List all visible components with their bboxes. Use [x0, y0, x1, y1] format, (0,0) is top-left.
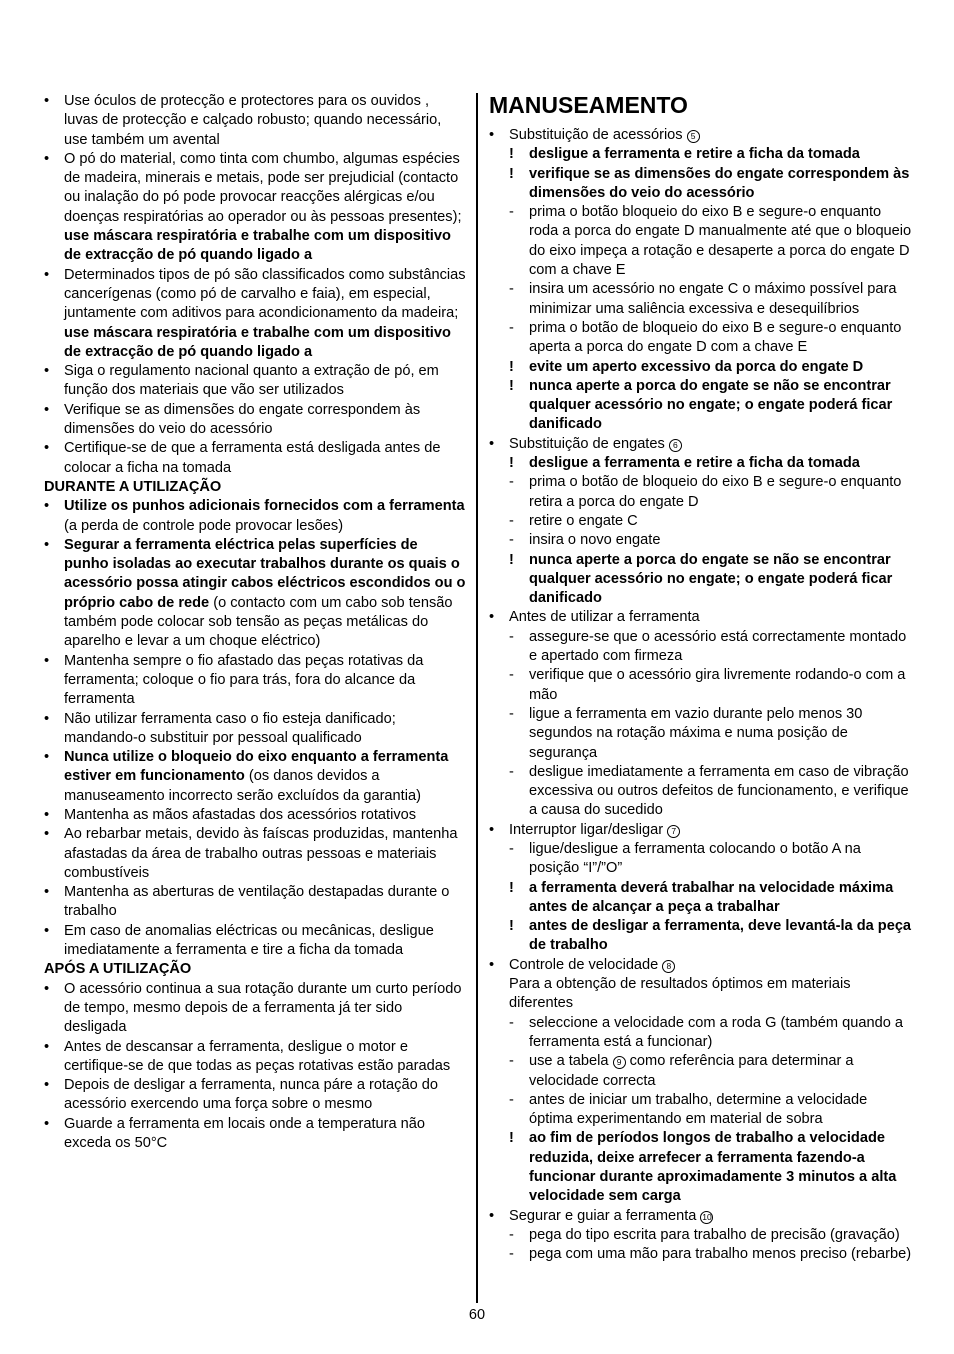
dash-marker: - [509, 532, 514, 549]
dash-marker: - [509, 667, 514, 684]
exclamation-icon: ! [509, 358, 514, 375]
dash-marker: - [509, 512, 514, 529]
warning-item [489, 165, 913, 204]
bullet-item [489, 956, 913, 975]
bold-text: Nunca utilize o bloqueio do eixo enquanto a ferramenta estiver em funcionamento [64, 749, 449, 785]
bullet-item [489, 435, 913, 454]
warning-text: ao fim de períodos longos de trabalho a velocidade reduzida, deixe arrefecer a ferramenta fazendo-a funcionar durante aproximadamente 3 minutos a alta velocidade sem carga [529, 1130, 897, 1205]
step-text: desligue imediatamente a ferramenta em caso de vibração excessiva ou outros defeitos de funcionamento, e verifique a causa do sucedido [529, 763, 909, 819]
item-text: Certifique-se de que a ferramenta está desligada antes de colocar a ficha na tomada [64, 440, 441, 476]
step-text: pega com uma mão para trabalho menos preciso (rebarbe) [529, 1246, 912, 1263]
item-text: Substituição de acessórios [509, 127, 687, 143]
step-text: use a tabela [529, 1053, 613, 1070]
item-text: Em caso de anomalias eléctricas ou mecânicas, desligue imediatamente a ferramenta e tire a ficha da tomada [64, 922, 434, 959]
dash-marker: - [509, 1053, 514, 1070]
step-text: ligue/desligue a ferramenta colocando o botão A na posição “I”/”O” [529, 840, 861, 877]
bold-text: Segurar a ferramenta eléctrica pelas superfícies de punho isoladas ao executar trabalhos durante os quais o acessório possa atingir cabos eléctricos escondidos ou o próprio cabo de rede [64, 536, 466, 611]
bullet-item [44, 362, 466, 401]
bullet-item [44, 825, 466, 883]
item-text: (os danos devidos a manuseamento incorrecto serão excluídos da garantia) [64, 768, 421, 804]
step-item [489, 1014, 913, 1053]
dash-marker: - [509, 474, 514, 491]
dash-marker: - [509, 1091, 514, 1108]
item-text: Ao rebarbar metais, devido às faíscas produzidas, mantenha afastadas da área de trabalho outras pessoas e materiais combustíveis [64, 826, 458, 881]
figure-reference-icon: 10 [702, 1211, 712, 1222]
warning-text: verifique se as dimensões do engate correspondem às dimensões do veio do acessório [529, 165, 910, 201]
step-item [489, 319, 913, 358]
item-text: Segurar e guiar a ferramenta [509, 1207, 701, 1224]
step-item [489, 512, 913, 531]
step-text: pega do tipo escrita para trabalho de precisão (gravação) [529, 1226, 900, 1243]
bullet-item [44, 652, 466, 710]
step-text: seleccione a velocidade com a roda G (também quando a ferramenta está a funcionar) [529, 1014, 903, 1050]
step-item [489, 840, 913, 879]
warning-item [489, 454, 913, 473]
dash-marker: - [509, 705, 514, 722]
exclamation-icon: ! [509, 377, 514, 394]
item-text: (o contacto com um cabo sob tensão também pode colocar sob tensão as peças metálicas do aparelho e levar a um choque eléctrico) [64, 594, 453, 650]
warning-item [489, 377, 913, 435]
exclamation-icon: ! [509, 1130, 514, 1147]
item-text: Controle de velocidade [509, 956, 663, 973]
bullet-item [44, 883, 466, 922]
step-text: retire o engate C [529, 512, 638, 529]
warning-text: a ferramenta deverá trabalhar na velocidade máxima antes de alcançar a peça a trabalhar [529, 879, 894, 915]
warning-item [489, 551, 913, 609]
safety-list-after-use [44, 980, 466, 1154]
bold-text: use máscara respiratória e trabalhe com um dispositivo de extracção de pó quando ligado a [64, 324, 451, 360]
item-text: Determinados tipos de pó são classificados como substâncias cancerígenas (como pó de carvalho e faia), em especial, juntamente com aditivos para acondicionamento da madeira; [64, 266, 466, 322]
dash-marker: - [509, 1014, 514, 1031]
heading-after-use: APÓS A UTILIZAÇÃO [44, 961, 192, 978]
bullet-item [44, 150, 466, 266]
step-item [489, 628, 913, 667]
dash-marker: - [509, 1226, 514, 1243]
step-text: prima o botão de bloqueio do eixo B e segure-o enquanto retira a porca do engate D [529, 474, 902, 510]
safety-list-general [44, 92, 466, 478]
bold-text: Utilize os punhos adicionais fornecidos com a ferramenta [64, 498, 465, 515]
figure-reference-icon: 6 [669, 439, 682, 452]
warning-text: nunca aperte a porca do engate se não se encontrar qualquer acessório no engate; o engate poderá ficar danificado [529, 551, 893, 607]
item-text: Substituição de engates [509, 435, 669, 452]
step-item [489, 763, 913, 821]
item-text: Mantenha sempre o fio afastado das peças rotativas da ferramenta; coloque o fio para trás, fora do alcance da ferramenta [64, 652, 424, 708]
note-text [489, 975, 913, 1014]
note-text-content: Para a obtenção de resultados óptimos em materiais diferentes [509, 976, 851, 1012]
heading-during-use: DURANTE A UTILIZAÇÃO [44, 478, 222, 495]
warning-text: desligue a ferramenta e retire a ficha da tomada [529, 146, 860, 163]
item-text: Mantenha as aberturas de ventilação destapadas durante o trabalho [64, 884, 450, 920]
bullet-item [44, 748, 466, 806]
dash-marker: - [509, 1246, 514, 1263]
bullet-item [44, 266, 466, 362]
exclamation-icon: ! [509, 455, 514, 472]
exclamation-icon: ! [509, 165, 514, 182]
item-text: O acessório continua a sua rotação durante um curto período de tempo, mesmo depois de a ferramenta já ter sido desligada [64, 980, 462, 1036]
step-item [489, 473, 913, 512]
step-item [489, 1052, 913, 1091]
warning-item [489, 358, 913, 377]
step-text: verifique que o acessório gira livremente rodando-o com a mão [529, 667, 906, 703]
warning-item [489, 917, 913, 956]
warning-text: antes de desligar a ferramenta, deve levantá-la da peça de trabalho [529, 918, 912, 954]
warning-text: evite um aperto excessivo da porca do engate D [529, 358, 864, 375]
bullet-item [44, 497, 466, 536]
bullet-item [44, 439, 466, 478]
safety-list-during-use [44, 497, 466, 960]
bullet-item [489, 821, 913, 840]
bullet-item [44, 710, 466, 749]
dash-marker: - [509, 204, 514, 221]
bullet-item [44, 536, 466, 652]
step-text: prima o botão de bloqueio do eixo B e segure-o enquanto aperta a porca do engate D com a chave E [529, 319, 902, 356]
dash-marker: - [509, 840, 514, 857]
item-text: Guarde a ferramenta em locais onde a temperatura não exceda os 50°C [64, 1115, 425, 1152]
dash-marker: - [509, 281, 514, 298]
step-item [489, 705, 913, 763]
bullet-item [44, 922, 466, 961]
item-text: Antes de utilizar a ferramenta [509, 609, 700, 626]
dash-marker: - [509, 763, 514, 780]
step-item [489, 531, 913, 550]
step-text: prima o botão bloqueio do eixo B e segure-o enquanto roda a porca do engate D manualmente até que o bloqueio do eixo impeça a rotação e desaperte a porca do engate D com a chave E [529, 204, 912, 279]
step-text: insira um acessório no engate C o máximo possível para minimizar uma saliência excessiva e desequilíbrios [529, 281, 897, 317]
item-text: Depois de desligar a ferramenta, nunca páre a rotação do acessório exercendo uma força sobre o mesmo [64, 1077, 438, 1113]
figure-reference-icon: 7 [667, 825, 680, 838]
step-item [489, 280, 913, 319]
bullet-item [489, 608, 913, 627]
item-text: Mantenha as mãos afastadas dos acessórios rotativos [64, 806, 417, 823]
dash-marker: - [509, 319, 514, 336]
step-text-continued: como referência para determinar a velocidade correcta [529, 1053, 854, 1089]
warning-text: nunca aperte a porca do engate se não se encontrar qualquer acessório no engate; o engate poderá ficar danificado [529, 377, 893, 433]
item-text: Interruptor ligar/desligar [509, 821, 668, 838]
exclamation-icon: ! [509, 146, 514, 163]
figure-reference-icon: 9 [613, 1056, 626, 1069]
bullet-item [44, 806, 466, 825]
item-text: Use óculos de protecção e protectores para os ouvidos , luvas de protecção e calçado robusto; quando necessário, use também um avental [64, 93, 442, 148]
figure-reference-icon: 5 [687, 130, 700, 143]
bullet-item [44, 92, 466, 150]
item-text: Não utilizar ferramenta caso o fio esteja danificado; mandando-o substituir por pessoal qualificado [64, 710, 396, 746]
bullet-item [44, 1038, 466, 1077]
right-column [489, 92, 913, 1265]
item-text: (a perda de controle pode provocar lesões) [64, 517, 344, 534]
page-number: 60 [468, 1307, 486, 1323]
step-item [489, 203, 913, 280]
item-text: O pó do material, como tinta com chumbo, algumas espécies de madeira, minerais e metais, pode ser prejudicial (contacto ou inalação do pó pode provocar reacções alérgicas e/ou doenças respiratórias ao operador ou às pessoas presentes); [64, 150, 462, 225]
item-text: Siga o regulamento nacional quanto a extração de pó, em função dos materiais que vão ser utilizados [64, 363, 439, 399]
dash-marker: - [509, 628, 514, 645]
item-text: Verifique se as dimensões do engate correspondem às dimensões do veio do acessório [64, 401, 421, 438]
step-item [489, 1245, 913, 1264]
exclamation-icon: ! [509, 551, 514, 568]
bold-text: use máscara respiratória e trabalhe com um dispositivo de extracção de pó quando ligado a [64, 228, 451, 264]
warning-item [489, 145, 913, 164]
step-text: insira o novo engate [529, 532, 661, 549]
step-text: ligue a ferramenta em vazio durante pelo menos 30 segundos na rotação máxima e numa posição de segurança [529, 705, 863, 761]
step-text: antes de iniciar um trabalho, determine a velocidade óptima experimentando em material de sobra [529, 1091, 868, 1128]
bullet-item [44, 1115, 466, 1154]
warning-item [489, 1129, 913, 1206]
step-item [489, 1226, 913, 1245]
figure-reference-icon: 8 [662, 960, 675, 973]
bullet-item [489, 126, 913, 145]
step-item [489, 666, 913, 705]
bullet-item [44, 1076, 466, 1115]
warning-item [489, 879, 913, 918]
step-text: assegure-se que o acessório está correctamente montado e apertado com firmeza [529, 628, 907, 665]
exclamation-icon: ! [509, 879, 514, 896]
bullet-item [44, 980, 466, 1038]
bullet-item [489, 1207, 913, 1226]
left-column [44, 92, 466, 1153]
section-title: MANUSEAMENTO [489, 92, 688, 118]
item-text: Antes de descansar a ferramenta, desligue o motor e certifique-se de que todas as peças rotativas estão paradas [64, 1038, 451, 1074]
bullet-item [44, 401, 466, 440]
warning-text: desligue a ferramenta e retire a ficha da tomada [529, 455, 860, 472]
handling-instructions-list [489, 126, 913, 1265]
step-item [489, 1091, 913, 1130]
exclamation-icon: ! [509, 918, 514, 935]
column-divider [476, 93, 478, 1303]
